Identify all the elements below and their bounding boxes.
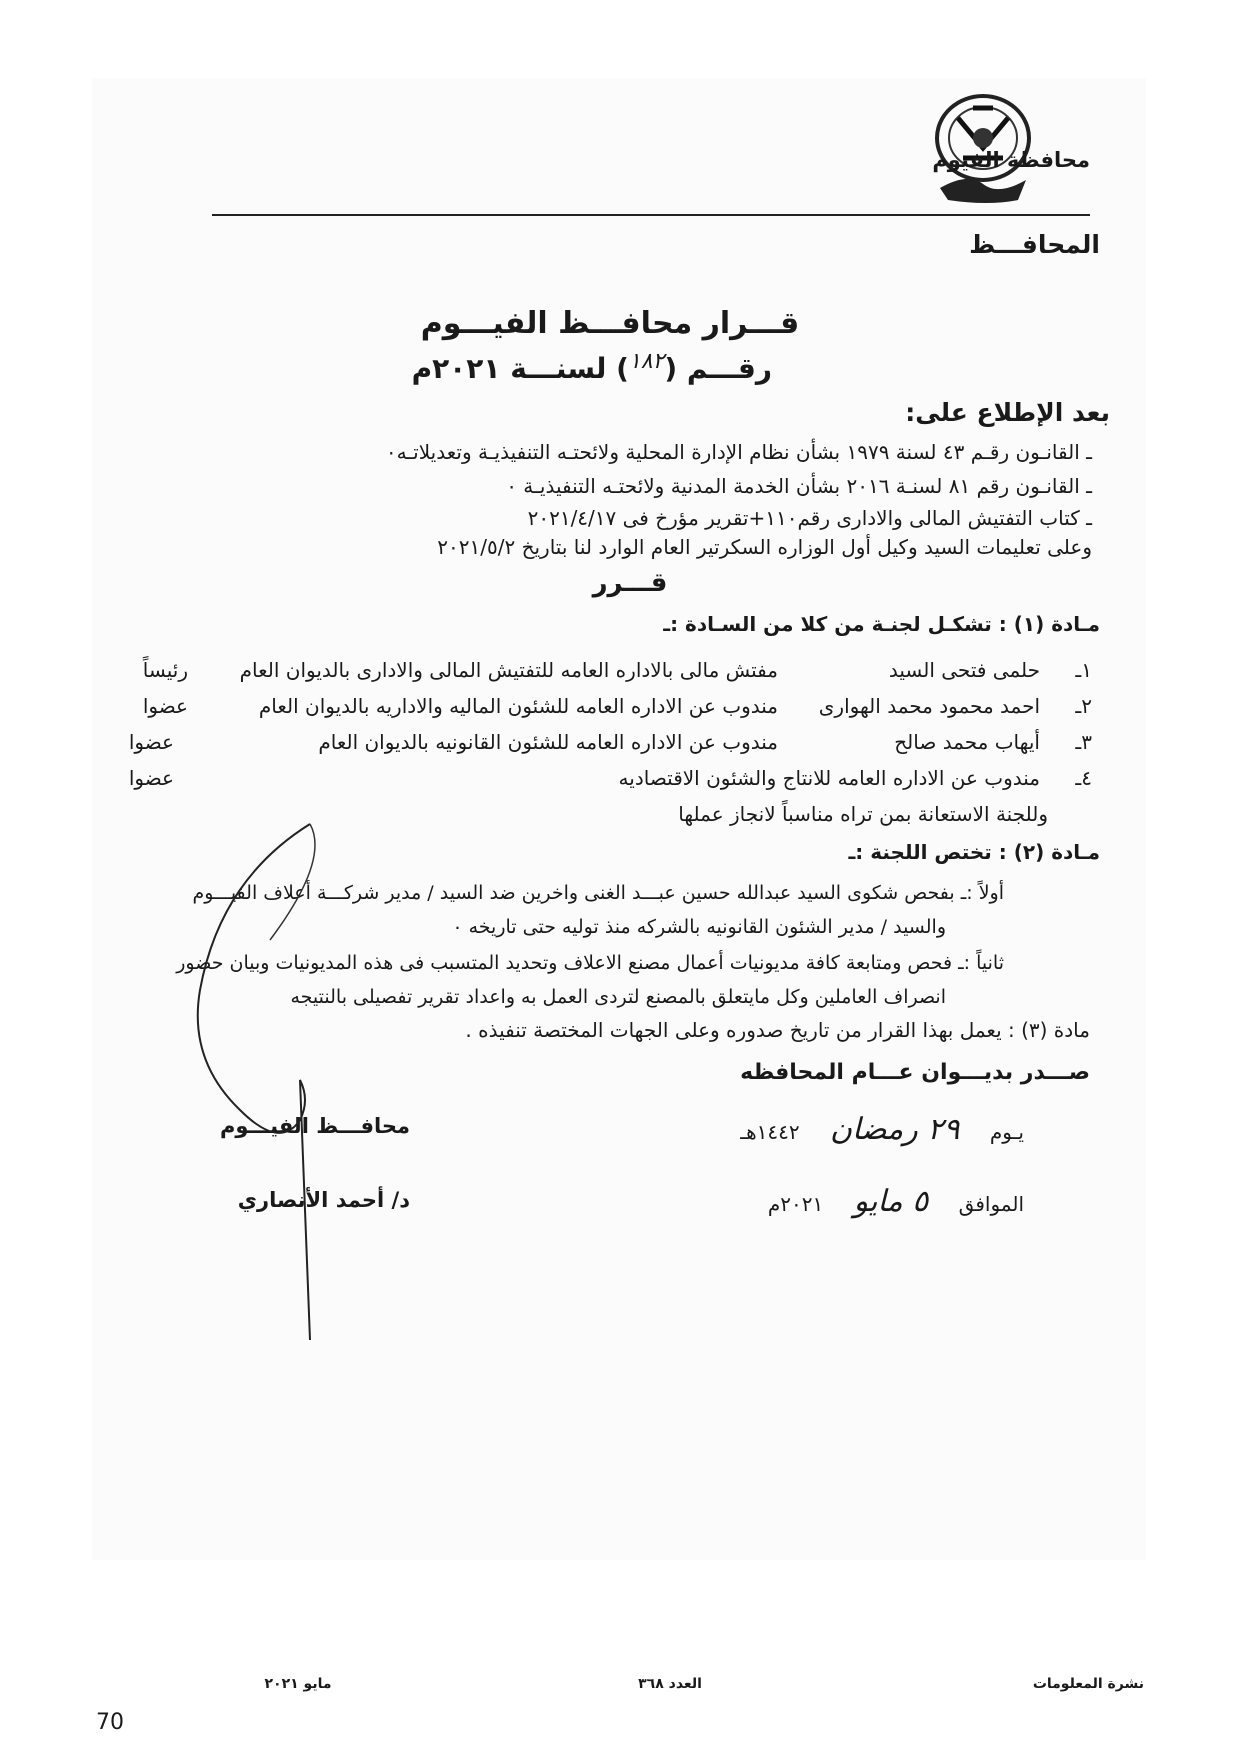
member-name: احمد محمود محمد الهوارى xyxy=(818,694,1040,718)
member-role: عضوا xyxy=(128,730,174,754)
article2-second-line2: انصراف العاملين وكل مايتعلق بالمصنع لتردى العمل به واعداد تقرير تفصيلى بالنتيجه xyxy=(290,986,946,1008)
article1-heading: مـادة (١) : تشكـل لجنـة من كلا من السـادة :ـ xyxy=(663,612,1100,636)
preamble-item: ـ القانـون رقـم ٤٣ لسنة ١٩٧٩ بشأن نظام الإدارة المحلية ولائحتـه التنفيذيـة وتعديلاتـه٠ xyxy=(385,440,1092,464)
member-desc: مفتش مالى بالاداره العامه للتفتيش المالى والادارى بالديوان العام xyxy=(239,658,778,682)
member-desc: مندوب عن الاداره العامه للشئون القانونيه بالديوان العام xyxy=(318,730,778,754)
preamble-heading: بعد الإطلاع على: xyxy=(905,398,1110,427)
hijri-date xyxy=(740,1112,1024,1147)
decree-title: قـــرار محافـــظ الفيـــوم xyxy=(420,306,800,341)
member-name: حلمى فتحى السيد xyxy=(888,658,1040,682)
article2-second-line1: ثانياً :ـ فحص ومتابعة كافة مديونيات أعمال مصنع الاعلاف وتحديد المتسبب فى هذه المديونيات وبيان حضور xyxy=(176,952,1004,974)
decree-number-suffix: ) لسنـــة ٢٠٢١م xyxy=(411,352,629,385)
decree-number-line xyxy=(411,349,772,385)
footer-issue: العدد ٣٦٨ xyxy=(638,1676,702,1692)
hijri-handwritten: ٢٩ رمضان xyxy=(829,1112,960,1147)
article2-heading-text: مـادة (٢) : تختص اللجنة :ـ xyxy=(848,840,1100,864)
member-role: عضوا xyxy=(142,694,188,718)
article2-first-line1: أولاً :ـ بفحص شكوى السيد عبدالله حسين عبـــد الغنى واخرين ضد السيد / مدير شركـــة أعلاف الفيـــوم xyxy=(192,882,1004,904)
article1-note: وللجنة الاستعانة بمن تراه مناسباً لانجاز عملها xyxy=(678,802,1048,826)
article2-heading xyxy=(848,840,1100,864)
decided-heading: قـــرر xyxy=(592,568,668,598)
preamble-item: وعلى تعليمات السيد وكيل أول الوزاره السكرتير العام الوارد لنا بتاريخ ٢٠٢١/٥/٢ xyxy=(437,535,1092,559)
member-number: ٣ـ xyxy=(1075,730,1092,754)
governor-name: د/ أحمد الأنصاري xyxy=(237,1188,410,1212)
preamble-item: ـ كتاب التفتيش المالى والادارى رقم١١٠+تقرير مؤرخ فى ٢٠٢١/٤/١٧ xyxy=(527,506,1092,530)
dept-label: محافظة الفيوم xyxy=(932,148,1090,172)
signature-icon xyxy=(160,820,360,1340)
member-desc: مندوب عن الاداره العامه للشئون الماليه والاداريه بالديوان العام xyxy=(258,694,778,718)
member-name: أيهاب محمد صالح xyxy=(894,730,1040,754)
issued-line: صـــدر بديـــوان عـــام المحافظه xyxy=(740,1060,1090,1085)
governor-title: محافـــظ الفيـــوم xyxy=(220,1114,410,1138)
member-number: ٤ـ xyxy=(1075,766,1092,790)
member-role: عضوا xyxy=(128,766,174,790)
gregorian-date xyxy=(768,1184,1024,1219)
footer-publication: نشرة المعلومات xyxy=(1032,1676,1144,1692)
member-number: ٢ـ xyxy=(1075,694,1092,718)
gregorian-prefix: الموافق xyxy=(958,1192,1024,1216)
decree-number-prefix: رقـــم ( xyxy=(664,352,772,385)
hijri-prefix: يـوم xyxy=(989,1120,1024,1144)
footer-date: مايو ٢٠٢١ xyxy=(264,1676,332,1692)
member-desc: مندوب عن الاداره العامه للانتاج والشئون الاقتصاديه xyxy=(618,766,1040,790)
article3: مادة (٣) : يعمل بهذا القرار من تاريخ صدوره وعلى الجهات المختصة تنفيذه . xyxy=(465,1018,1090,1042)
office-heading: المحافـــظ xyxy=(969,230,1100,259)
article2-first-line2: والسيد / مدير الشئون القانونيه بالشركه منذ توليه حتى تاريخه ٠ xyxy=(452,916,946,938)
member-role: رئيساً xyxy=(142,658,188,682)
header-divider xyxy=(212,214,1090,216)
hijri-year: ١٤٤٢هـ xyxy=(740,1120,800,1144)
governorate-seal-icon xyxy=(928,88,1038,206)
member-number: ١ـ xyxy=(1075,658,1092,682)
preamble-item: ـ القانـون رقم ٨١ لسنـة ٢٠١٦ بشأن الخدمة المدنية ولائحتـه التنفيذيـة ٠ xyxy=(506,474,1092,498)
page-number: 70 xyxy=(96,1710,124,1735)
gregorian-year: ٢٠٢١م xyxy=(767,1192,824,1216)
decree-number: ١٨٢ xyxy=(628,349,665,374)
gregorian-handwritten: ٥ مايو xyxy=(853,1184,929,1219)
